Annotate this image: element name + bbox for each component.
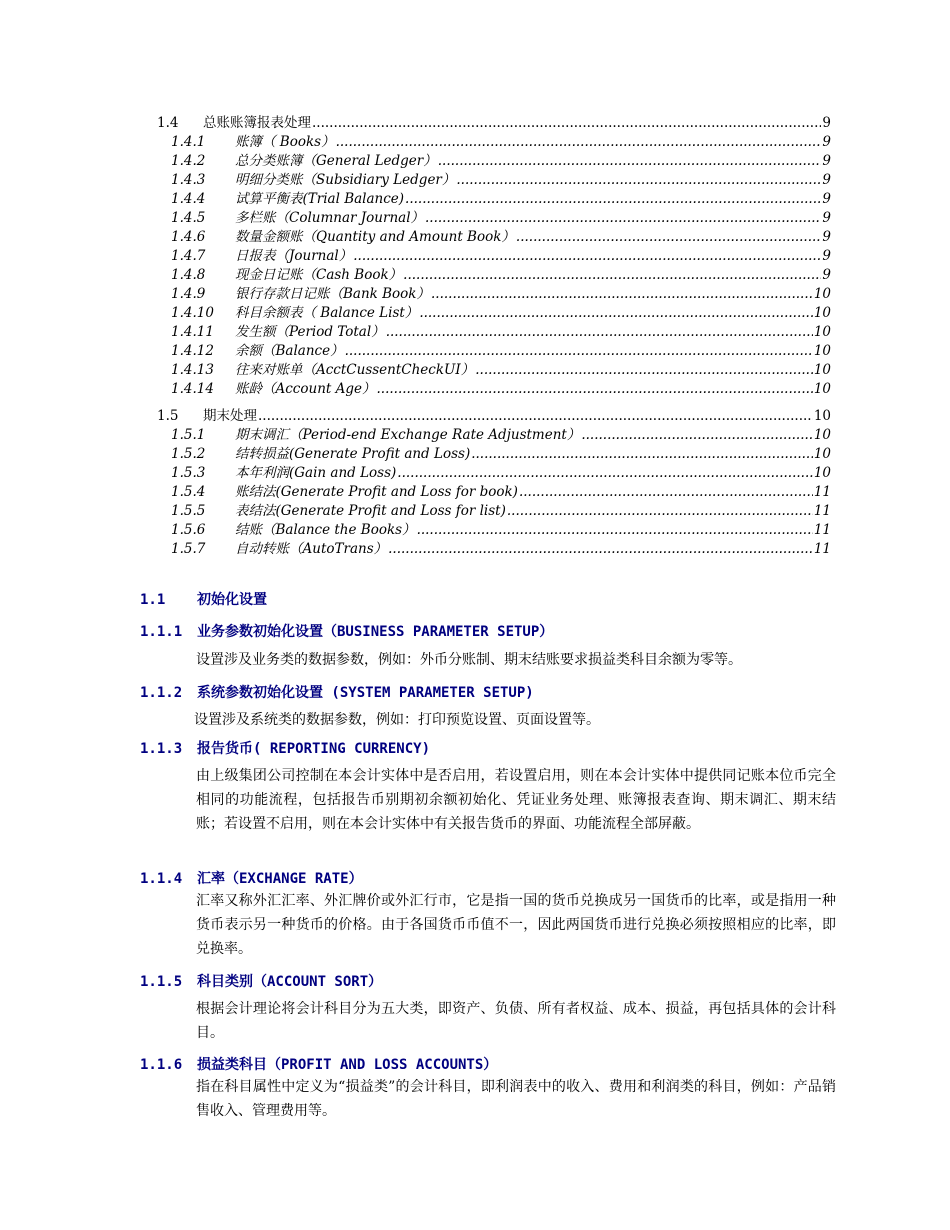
section-heading <box>140 739 430 759</box>
toc-entry-title: 账簿（ Books） <box>235 134 335 150</box>
toc-page-number: 9 <box>822 134 831 150</box>
section-body: 设置涉及业务类的数据参数，例如：外币分账制、期末结账要求损益类科目余额为零等。 <box>196 652 742 668</box>
toc-entry[interactable] <box>0 171 950 189</box>
toc-entry-number: 1.5.3 <box>171 465 206 481</box>
section-title: 系统参数初始化设置 (SYSTEM PARAMETER SETUP) <box>197 685 534 701</box>
toc-entry-number: 1.4.10 <box>171 305 214 321</box>
toc-leader-dots <box>376 380 812 398</box>
section-title: 报告货币( REPORTING CURRENCY) <box>197 741 431 757</box>
toc-leader-dots <box>405 190 821 208</box>
toc-entry-number: 1.5.1 <box>171 427 206 443</box>
toc-entry[interactable] <box>0 114 950 132</box>
toc-entry-line <box>235 380 831 398</box>
toc-entry[interactable] <box>0 521 950 539</box>
section-number: 1.1.1 <box>140 624 183 640</box>
toc-entry-number: 1.4.6 <box>171 229 206 245</box>
section-title: 业务参数初始化设置（BUSINESS PARAMETER SETUP） <box>197 624 554 640</box>
toc-leader-dots <box>386 323 813 341</box>
toc-entry-line <box>235 426 831 444</box>
toc-entry-title: 发生额（Period Total） <box>235 324 385 340</box>
section-heading <box>140 972 382 992</box>
toc-entry-title: 期末调汇（Period-end Exchange Rate Adjustment） <box>235 427 581 443</box>
section-title: 损益类科目（PROFIT AND LOSS ACCOUNTS） <box>197 1057 498 1073</box>
section-number: 1.1.6 <box>140 1057 183 1073</box>
toc-entry-title: 银行存款日记账（Bank Book） <box>235 286 430 302</box>
section-number: 1.1.4 <box>140 871 183 887</box>
toc-entry[interactable] <box>0 323 950 341</box>
toc-entry-title: 本年利润(Gain and Loss) <box>235 465 397 481</box>
section-title: 汇率（EXCHANGE RATE） <box>197 871 363 887</box>
toc-entry-line <box>235 133 831 151</box>
toc-entry-number: 1.5.4 <box>171 484 206 500</box>
toc-entry[interactable] <box>0 445 950 463</box>
section-heading <box>140 869 363 889</box>
toc-entry-title: 数量金额账（Quantity and Amount Book） <box>235 229 515 245</box>
toc-entry-line <box>235 247 831 265</box>
toc-entry[interactable] <box>0 342 950 360</box>
toc-page-number: 11 <box>813 484 831 500</box>
toc-page-number: 10 <box>813 427 831 443</box>
toc-page-number: 9 <box>822 172 831 188</box>
toc-entry-number: 1.4 <box>157 115 179 131</box>
toc-entry-title: 多栏账（Columnar Journal） <box>235 210 425 226</box>
toc-entry-number: 1.4.11 <box>171 324 214 340</box>
toc-entry-number: 1.4.4 <box>171 191 206 207</box>
section-heading <box>140 1055 497 1075</box>
toc-leader-dots <box>456 171 821 189</box>
toc-entry[interactable] <box>0 464 950 482</box>
section-title: 科目类别（ACCOUNT SORT） <box>197 974 383 990</box>
heading-number: 1.1 <box>140 592 166 608</box>
toc-page-number: 9 <box>822 210 831 226</box>
toc-entry-line <box>235 323 831 341</box>
section-number: 1.1.5 <box>140 974 183 990</box>
toc-leader-dots <box>417 521 813 539</box>
toc-entry-number: 1.5.7 <box>171 541 206 557</box>
toc-entry-line <box>203 114 831 132</box>
toc-entry-number: 1.4.5 <box>171 210 206 226</box>
toc-page-number: 10 <box>813 381 831 397</box>
toc-entry-number: 1.5.5 <box>171 503 206 519</box>
toc-entry-title: 结转损益(Generate Profit and Loss) <box>235 446 471 462</box>
toc-page-number: 10 <box>813 408 831 424</box>
section-body: 汇率又称外汇汇率、外汇牌价或外汇行市，它是指一国的货币兑换成另一国货币的比率，或是指用一种货币表示另一种货币的价格。由于各国货币币值不一，因此两国货币进行兑换必须按照相应的比率，即兑换率。 <box>196 893 836 957</box>
section-heading <box>140 683 534 703</box>
toc-entry-number: 1.5 <box>157 408 179 424</box>
toc-entry-line <box>235 445 831 463</box>
toc-page-number: 9 <box>822 267 831 283</box>
toc-entry-line <box>235 152 831 170</box>
toc-entry-title: 总账账簿报表处理 <box>203 115 311 131</box>
toc-entry-title: 余额（Balance） <box>235 343 344 359</box>
toc-entry-number: 1.4.12 <box>171 343 214 359</box>
section-heading <box>140 622 553 642</box>
section-body: 指在科目属性中定义为“损益类”的会计科目，即利润表中的收入、费用和利润类的科目，例如：产品销售收入、管理费用等。 <box>196 1079 836 1119</box>
toc-entry-title: 结账（Balance the Books） <box>235 522 416 538</box>
toc-page-number: 10 <box>813 465 831 481</box>
toc-entry-title: 期末处理 <box>203 408 257 424</box>
toc-page-number: 10 <box>813 286 831 302</box>
toc-entry-line <box>235 285 831 303</box>
toc-leader-dots <box>397 464 813 482</box>
toc-leader-dots <box>471 445 813 463</box>
heading-title: 初始化设置 <box>197 592 267 608</box>
toc-entry-number: 1.4.1 <box>171 134 206 150</box>
toc-entry-number: 1.4.2 <box>171 153 206 169</box>
toc-entry-title: 自动转账（AutoTrans） <box>235 541 388 557</box>
section-number: 1.1.2 <box>140 685 183 701</box>
toc-leader-dots <box>419 304 813 322</box>
toc-entry-number: 1.4.8 <box>171 267 206 283</box>
toc-entry-line <box>235 304 831 322</box>
toc-entry-line <box>235 228 831 246</box>
toc-page-number: 10 <box>813 305 831 321</box>
toc-leader-dots <box>353 247 821 265</box>
toc-entry[interactable] <box>0 266 950 284</box>
toc-entry[interactable] <box>0 426 950 444</box>
toc-leader-dots <box>581 426 812 444</box>
toc-page-number: 9 <box>822 191 831 207</box>
toc-page-number: 9 <box>822 115 831 131</box>
toc-leader-dots <box>519 483 813 501</box>
toc-leader-dots <box>425 209 821 227</box>
toc-page-number: 11 <box>813 541 831 557</box>
toc-entry-number: 1.5.2 <box>171 446 206 462</box>
toc-entry-title: 往来对账单（AcctCussentCheckUI） <box>235 362 475 378</box>
toc-page-number: 10 <box>813 343 831 359</box>
section-body: 设置涉及系统类的数据参数，例如：打印预览设置、页面设置等。 <box>194 712 600 728</box>
toc-leader-dots <box>388 540 813 558</box>
toc-entry[interactable] <box>0 209 950 227</box>
toc-entry-number: 1.4.13 <box>171 362 214 378</box>
toc-entry-number: 1.4.9 <box>171 286 206 302</box>
toc-entry-title: 账结法(Generate Profit and Loss for book) <box>235 484 518 500</box>
toc-entry-line <box>235 502 831 520</box>
toc-entry-number: 1.5.6 <box>171 522 206 538</box>
toc-entry-title: 表结法(Generate Profit and Loss for list) <box>235 503 506 519</box>
toc-entry-line <box>235 540 831 558</box>
toc-entry-title: 试算平衡表(Trial Balance) <box>235 191 405 207</box>
toc-entry-title: 明细分类账（Subsidiary Ledger） <box>235 172 456 188</box>
toc-entry[interactable] <box>0 502 950 520</box>
toc-leader-dots <box>258 407 813 425</box>
toc-entry-line <box>235 464 831 482</box>
toc-entry-line <box>235 266 831 284</box>
toc-entry[interactable] <box>0 133 950 151</box>
toc-entry-title: 现金日记账（Cash Book） <box>235 267 403 283</box>
toc-entry-line <box>235 342 831 360</box>
toc-entry[interactable] <box>0 407 950 425</box>
toc-leader-dots <box>312 114 821 132</box>
toc-entry-line <box>235 171 831 189</box>
toc-page-number: 9 <box>822 153 831 169</box>
toc-page-number: 9 <box>822 248 831 264</box>
toc-page-number: 10 <box>813 446 831 462</box>
toc-entry-line <box>235 209 831 227</box>
section-body: 由上级集团公司控制在本会计实体中是否启用，若设置启用，则在本会计实体中提供同记账本位币完全相同的功能流程，包括报告币别期初余额初始化、凭证业务处理、账簿报表查询、期末调汇、期末结账；若设置不启用，则在本会计实体中有关报告货币的界面、功能流程全部屏蔽。 <box>196 768 836 832</box>
toc-entry[interactable] <box>0 304 950 322</box>
toc-entry[interactable] <box>0 361 950 379</box>
toc-leader-dots <box>336 133 822 151</box>
toc-leader-dots <box>345 342 813 360</box>
toc-entry-line <box>235 521 831 539</box>
toc-entry[interactable] <box>0 152 950 170</box>
toc-entry[interactable] <box>0 228 950 246</box>
toc-entry-title: 总分类账簿（General Ledger） <box>235 153 437 169</box>
toc-entry[interactable] <box>0 285 950 303</box>
toc-entry[interactable] <box>0 380 950 398</box>
toc-page-number: 9 <box>822 229 831 245</box>
toc-entry-line <box>235 483 831 501</box>
toc-entry[interactable] <box>0 540 950 558</box>
toc-entry-title: 账龄（Account Age） <box>235 381 376 397</box>
toc-leader-dots <box>475 361 813 379</box>
toc-entry-number: 1.4.7 <box>171 248 206 264</box>
toc-leader-dots <box>431 285 813 303</box>
toc-leader-dots <box>507 502 813 520</box>
heading-1-1 <box>140 590 267 610</box>
toc-entry-line <box>235 361 831 379</box>
toc-entry-line <box>203 407 831 425</box>
toc-page-number: 11 <box>813 522 831 538</box>
section-body: 根据会计理论将会计科目分为五大类，即资产、负债、所有者权益、成本、损益，再包括具体的会计科目。 <box>196 1001 836 1041</box>
toc-page-number: 11 <box>813 503 831 519</box>
toc-entry[interactable] <box>0 483 950 501</box>
toc-leader-dots <box>438 152 822 170</box>
toc-entry[interactable] <box>0 190 950 208</box>
toc-entry-line <box>235 190 831 208</box>
section-number: 1.1.3 <box>140 741 183 757</box>
toc-entry-title: 日报表（Journal） <box>235 248 353 264</box>
toc-page-number: 10 <box>813 324 831 340</box>
toc-entry-number: 1.4.3 <box>171 172 206 188</box>
toc-entry-number: 1.4.14 <box>171 381 214 397</box>
toc-page-number: 10 <box>813 362 831 378</box>
toc-leader-dots <box>516 228 821 246</box>
toc-leader-dots <box>403 266 821 284</box>
toc-entry[interactable] <box>0 247 950 265</box>
toc-entry-title: 科目余额表（ Balance List） <box>235 305 419 321</box>
